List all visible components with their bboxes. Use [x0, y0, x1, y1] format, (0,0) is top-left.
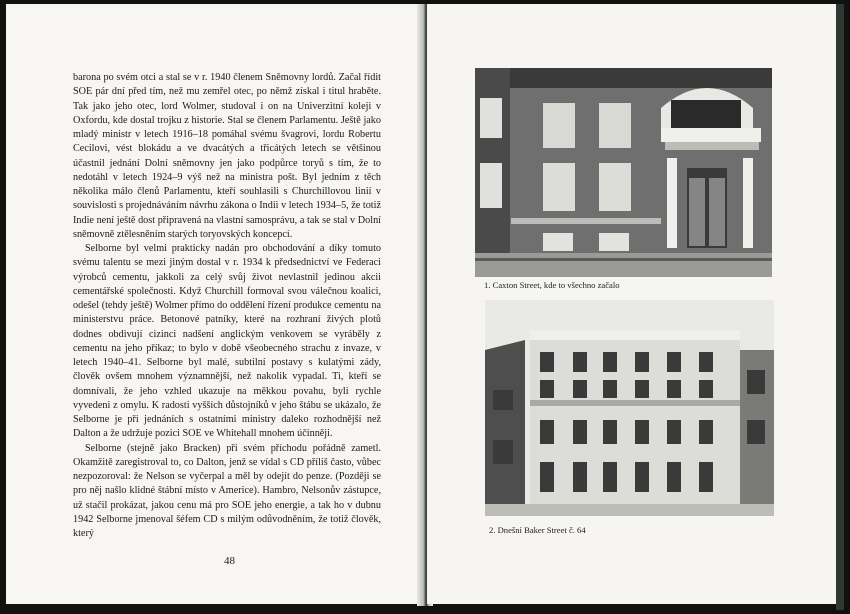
building-photo-icon — [475, 68, 772, 277]
left-page — [6, 4, 424, 604]
book-cover-edge — [836, 4, 844, 610]
open-book — [6, 4, 844, 610]
body-text — [73, 71, 381, 541]
caption-1: 1. Caxton Street, kde to všechno začalo — [484, 280, 620, 290]
page-number: 48 — [224, 555, 235, 567]
caption-2: 2. Dnešní Baker Street č. 64 — [489, 525, 586, 535]
photo-caxton-street — [475, 68, 772, 277]
photo-baker-street — [485, 300, 774, 516]
building-photo-icon — [485, 300, 774, 516]
paragraph-1: barona po svém otci a stal se v r. 1940 členem Sněmovny lordů. Začal řídit SOE pár dní před tím, než mu zemřel otec, po němž získal i titul hraběte. Tak jako jeho otec, lord Wolmer, studoval i on na Univerzitní koleji v Oxfordu, kde dostal trojku z historie. Stal se členem Parlamentu. Ještě jako mladý ministr v letech 1916–18 pomáhal svému švagrovi, lordu Robertu Cecilovi, vést blokádu a ve dvacátých a třicátých letech se většinou účastnil jednání Dolní sněmovny jen jako podpůrce toryů s tím, že to nedotáhl v letech 1924–9 výš než na ministra pošt. Byl jedním z těch několika málo členů Parlamentu, kteří souhlasili s Churchillovou linií v souvislosti s projednáváním návrhu zákona o Indii v letech 1934–5, že totiž Indie není ještě dost připravená na vlastní samosprávu, a tak se stal v Dolní sněmovně ztělesněním starých toryovských koncepcí. — [73, 72, 381, 240]
right-page — [427, 4, 839, 604]
paragraph-2: Selborne byl velmi prakticky nadán pro obchodování a díky tomuto svému talentu se mezi jiným dostal v r. 1934 k předsednictví ve Federaci výrobců cementu, jakkoli za celý svůj život nevlastnil jedinou akcii cementářské společnosti. Když Churchill formoval svou válečnou koalici, odešel (tehdy ještě) Wolmer přímo do oddělení řízení produkce cementu na ministerstvu práce. Betonové patníky, které na rozhraní živých plotů dodnes obdivují cizinci nadšení anglickým venkovem se vyráběly z cementu na jeho příkaz; to bylo v době všeobecného strachu z invaze, v letech 1940–41. Selborne byl malé, subtilní postavy s kulatými zády, člověk ovšem mnohem významnější, než nakolik vypadal. Ti, kteří se domnívali, že jeho vzhled ukazuje na měkkou povahu, byli rychle vyvedeni z omylu. K radosti vyšších důstojníků v jeho štábu se ukázalo, že Selborne je při jednáních s ostatními ministry daleko rozhodnější než Dalton a že udržuje pozici SOE ve Whitehall mnohem účinněji. — [73, 243, 381, 440]
paragraph-3: Selborne (stejně jako Bracken) při svém příchodu pořádně zametl. Okamžitě zaregistroval to, co Dalton, jenž se vídal s CD příliš často, vůbec nezpozoroval: že Nelson se vyčerpal a měl by odejít do penze. (Později se pro něj našlo klidné štábní místo v Americe). Hambro, Nelsonův zástupce, už stačil prokázat, jakou cenu má pro SOE jeho energie, a tak ho v dubnu 1942 Selborne jmenoval šéfem CD s milým odůvodněním, že totiž člověk, který — [73, 442, 381, 539]
